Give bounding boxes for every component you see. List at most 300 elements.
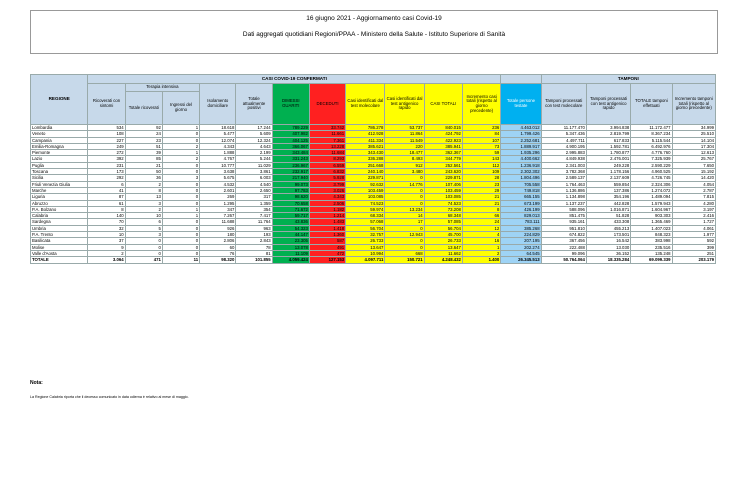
cell-case-increase: 59	[462, 150, 500, 156]
cell-hospitalized: 61	[88, 200, 125, 206]
cell-antigen-tests: 36.152	[586, 250, 630, 256]
cell-case-increase: 1	[462, 244, 500, 250]
cell-antigen-cases: 0	[385, 244, 424, 250]
cell-test-increase: 203.179	[672, 257, 715, 263]
cell-test-increase: 14.420	[672, 175, 715, 181]
cell-home-isolation: 180	[200, 232, 236, 238]
cell-people-tested: 749.818	[501, 187, 541, 193]
cell-antigen-cases: 8.493	[385, 156, 424, 162]
cell-antigen-cases: 14	[385, 213, 424, 219]
cell-case-increase: 12	[462, 225, 500, 231]
cell-molecular-cases: 32.757	[346, 232, 385, 238]
cell-icu-new: 0	[162, 169, 199, 175]
cell-recovered: 11.109	[272, 250, 309, 256]
cell-case-increase: 16	[462, 238, 500, 244]
cell-home-isolation: 76	[200, 250, 236, 256]
col-icu-new: Ingressi del giorno	[162, 92, 199, 125]
cell-molecular-tests: 2.341.003	[541, 162, 586, 168]
cell-total-tests: 1.274.072	[631, 187, 672, 193]
cell-test-increase: 4.280	[672, 200, 715, 206]
cell-antigen-tests: 18.335.284	[586, 257, 630, 263]
cell-total-tests: 69.099.339	[631, 257, 672, 263]
cell-antigen-cases: 13.234	[385, 206, 424, 212]
cell-case-increase: 29	[462, 187, 500, 193]
cell-antigen-tests: 3.994.838	[586, 125, 630, 131]
cell-icu-total: 8	[125, 187, 162, 193]
cell-test-increase: 25.510	[672, 131, 715, 137]
cell-hospitalized: 534	[88, 125, 125, 131]
cell-total-cases: 252.561	[424, 162, 462, 168]
cell-test-increase: 2.787	[672, 187, 715, 193]
cell-icu-total: 51	[125, 143, 162, 149]
cell-home-isolation: 11.688	[200, 219, 236, 225]
cell-total-tests: 1.489.094	[631, 194, 672, 200]
cell-icu-total: 0	[125, 250, 162, 256]
cell-region: Emilia-Romagna	[31, 143, 88, 149]
col-recovered: DIMESSI GUARITI	[272, 84, 309, 125]
cell-icu-total: 21	[125, 162, 162, 168]
cell-total-tests: 7.325.939	[631, 156, 672, 162]
cell-antigen-cases: 0	[385, 225, 424, 231]
cell-test-increase: 4.061	[672, 225, 715, 231]
cell-molecular-tests: 1.764.463	[541, 181, 586, 187]
cell-total-cases: 422.923	[424, 137, 462, 143]
cell-icu-new: 2	[162, 156, 199, 162]
cell-antigen-cases: 150.721	[385, 257, 424, 263]
cell-molecular-tests: 99.096	[541, 250, 586, 256]
cell-antigen-cases: 12.943	[385, 232, 424, 238]
cell-deceased: 472	[309, 250, 345, 256]
cell-molecular-cases: 240.140	[346, 169, 385, 175]
cell-case-increase: 66	[462, 213, 500, 219]
cell-hospitalized: 249	[88, 143, 125, 149]
cell-current-positive: 11.029	[236, 162, 272, 168]
cell-test-increase: 592	[672, 238, 715, 244]
cell-icu-new: 2	[162, 143, 199, 149]
cell-total-cases: 57.085	[424, 219, 462, 225]
cell-current-positive: 11.764	[236, 219, 272, 225]
cell-case-increase: 24	[462, 219, 500, 225]
cell-antigen-cases: 0	[385, 194, 424, 200]
col-home-isolation: Isolamento domiciliare	[200, 84, 236, 125]
cell-antigen-cases: 668	[385, 250, 424, 256]
cell-current-positive: 12.324	[236, 137, 272, 143]
cell-region: Lombardia	[31, 125, 88, 131]
cell-molecular-cases: 412.928	[346, 131, 385, 137]
cell-hospitalized: 227	[88, 137, 125, 143]
cell-deceased: 8.293	[309, 156, 345, 162]
cell-hospitalized: 10	[88, 232, 125, 238]
cell-icu-total: 39	[125, 150, 162, 156]
cell-molecular-tests: 1.136.886	[541, 187, 586, 193]
cell-test-increase: 17.304	[672, 143, 715, 149]
cell-antigen-cases: 0	[385, 187, 424, 193]
cell-antigen-tests: 13.030	[586, 244, 630, 250]
cell-recovered: 70.658	[272, 200, 309, 206]
cell-icu-new: 11	[162, 257, 199, 263]
cell-home-isolation: 3.638	[200, 169, 236, 175]
cell-home-isolation: 18.618	[200, 125, 236, 131]
report-header	[30, 10, 718, 54]
cell-test-increase: 2.416	[672, 213, 715, 219]
cell-icu-total: 24	[125, 131, 162, 137]
cell-antigen-cases: 11.549	[385, 137, 424, 143]
cell-icu-total: 471	[125, 257, 162, 263]
cell-deceased: 3.026	[309, 187, 345, 193]
cell-region: Valle d'Aosta	[31, 250, 88, 256]
cell-antigen-tests: 1.016.871	[586, 206, 630, 212]
cell-recovered: 13.078	[272, 244, 309, 250]
cell-total-cases: 13.647	[424, 244, 462, 250]
cell-people-tested: 224.829	[501, 232, 541, 238]
cell-deceased: 587	[309, 238, 345, 244]
cell-people-tested: 1.889.917	[501, 143, 541, 149]
cell-people-tested: 2.302.302	[501, 169, 541, 175]
cell-people-tested: 665.155	[501, 194, 541, 200]
cell-molecular-tests: 5.347.436	[541, 131, 586, 137]
cell-deceased: 6.832	[309, 169, 345, 175]
cell-deceased: 1.182	[309, 206, 345, 212]
cell-region: Umbria	[31, 225, 88, 231]
cell-deceased: 1.360	[309, 232, 345, 238]
cell-current-positive: 3.861	[236, 169, 272, 175]
cell-people-tested: 783.111	[501, 219, 541, 225]
col-icu-total: Totale ricoverati	[125, 92, 162, 125]
cell-icu-new: 1	[162, 206, 199, 212]
cell-test-increase: 3.197	[672, 206, 715, 212]
cell-molecular-tests: 2.995.883	[541, 150, 586, 156]
cell-molecular-tests: 951.810	[541, 225, 586, 231]
cell-recovered: 331.243	[272, 156, 309, 162]
cell-recovered: 71.672	[272, 206, 309, 212]
cell-recovered: 232.917	[272, 169, 309, 175]
cell-current-positive: 7.417	[236, 213, 272, 219]
cell-total-cases: 344.779	[424, 156, 462, 162]
cell-recovered: 236.967	[272, 162, 309, 168]
cell-deceased: 127.153	[309, 257, 345, 263]
cell-deceased: 491	[309, 244, 345, 250]
cell-antigen-tests: 249.228	[586, 162, 630, 168]
cell-molecular-tests: 1.137.237	[541, 200, 586, 206]
cell-people-tested: 202.274	[501, 244, 541, 250]
cell-total-cases: 68.348	[424, 213, 462, 219]
cell-molecular-cases: 103.459	[346, 187, 385, 193]
cell-home-isolation: 5.477	[200, 131, 236, 137]
cell-test-increase: 4.054	[672, 181, 715, 187]
cell-total-tests: 1.604.967	[631, 206, 672, 212]
col-total-cases: CASI TOTALI	[424, 84, 462, 125]
cell-total-tests: 4.960.525	[631, 169, 672, 175]
cell-icu-total: 13	[125, 194, 162, 200]
cell-case-increase: 4	[462, 232, 500, 238]
cell-total-tests: 903.303	[631, 213, 672, 219]
col-molecular-cases: Casi identificati dal test molecolare	[346, 84, 385, 125]
cell-molecular-tests: 588.096	[541, 206, 586, 212]
cell-icu-total: 2	[125, 181, 162, 187]
cell-total-cases: 385.941	[424, 143, 462, 149]
cell-total-cases: 107.406	[424, 181, 462, 187]
cell-case-increase: 21	[462, 194, 500, 200]
cell-molecular-cases: 336.288	[346, 156, 385, 162]
cell-icu-new: 0	[162, 162, 199, 168]
cell-region: Friuli Venezia Giulia	[31, 181, 88, 187]
col-people-tested: Totale persone testate	[501, 84, 541, 125]
cell-region: Abruzzo	[31, 200, 88, 206]
cell-hospitalized: 2	[88, 250, 125, 256]
cell-case-increase: 112	[462, 162, 500, 168]
cell-total-tests: 135.248	[631, 250, 672, 256]
cell-total-tests: 4.726.745	[631, 175, 672, 181]
cell-home-isolation: 1.888	[200, 150, 236, 156]
cell-hospitalized: 3.064	[88, 257, 125, 263]
cell-people-tested: 64.545	[501, 250, 541, 256]
cell-current-positive: 317	[236, 194, 272, 200]
cell-icu-new: 0	[162, 225, 199, 231]
cell-antigen-tests: 433.308	[586, 219, 630, 225]
cell-recovered: 23.305	[272, 238, 309, 244]
cell-home-isolation: 926	[200, 225, 236, 231]
cell-current-positive: 2.199	[236, 150, 272, 156]
cell-icu-new: 1	[162, 125, 199, 131]
cell-total-tests: 5.115.544	[631, 137, 672, 143]
cell-molecular-tests: 674.822	[541, 232, 586, 238]
cell-antigen-cases: 17	[385, 219, 424, 225]
cell-total-cases: 840.015	[424, 125, 462, 131]
cell-molecular-cases: 10.994	[346, 250, 385, 256]
cell-molecular-cases: 103.085	[346, 194, 385, 200]
cell-current-positive: 101.855	[236, 257, 272, 263]
cell-molecular-tests: 935.161	[541, 219, 586, 225]
cell-antigen-tests: 2.819.799	[586, 131, 630, 137]
cell-molecular-tests: 851.475	[541, 213, 586, 219]
cell-current-positive: 17.244	[236, 125, 272, 131]
cell-total-tests: 383.998	[631, 238, 672, 244]
cell-current-positive: 193	[236, 232, 272, 238]
cell-molecular-cases: 92.632	[346, 181, 385, 187]
cell-icu-new: 1	[162, 150, 199, 156]
cell-test-increase: 14.104	[672, 137, 715, 143]
cell-icu-new: 0	[162, 181, 199, 187]
report-subtitle: Dati aggregati quotidiani Regioni/PPAA - Ministero della Salute - Istituto Superiore di Sanità	[242, 31, 506, 38]
cell-current-positive: 78	[236, 244, 272, 250]
col-region: REGIONE	[31, 75, 88, 125]
cell-region: Calabria	[31, 213, 88, 219]
cell-current-positive: 81	[236, 250, 272, 256]
col-case-increase: Incremento casi totali (rispetto al giorno precedente)	[462, 84, 500, 125]
cell-molecular-tests: 50.764.064	[541, 257, 586, 263]
cell-total-tests: 11.172.477	[631, 125, 672, 131]
cell-region: Sardegna	[31, 219, 88, 225]
cell-home-isolation: 347	[200, 206, 236, 212]
cell-icu-total: 10	[125, 213, 162, 219]
cell-molecular-cases: 229.871	[346, 175, 385, 181]
cell-case-increase: 109	[462, 169, 500, 175]
cell-deceased: 3.799	[309, 181, 345, 187]
cell-recovered: 4.059.424	[272, 257, 309, 263]
cell-molecular-cases: 56.704	[346, 225, 385, 231]
cell-antigen-tests: 1.178.156	[586, 169, 630, 175]
cell-antigen-tests: 2.137.609	[586, 175, 630, 181]
cell-recovered: 98.620	[272, 194, 309, 200]
cell-people-tested: 1.799.426	[501, 131, 541, 137]
footnote: La Regione Calabria riporta che il decesso comunicato in data odierna è relativo al mese di maggio.	[30, 395, 189, 399]
col-test-increase: Incremento tamponi totali (rispetto al giorno precedente)	[672, 84, 715, 125]
cell-total-cases: 56.704	[424, 225, 462, 231]
cell-icu-new: 0	[162, 200, 199, 206]
cell-total-tests: 1.579.943	[631, 200, 672, 206]
cell-molecular-tests: 4.497.711	[541, 137, 586, 143]
cell-total-cases: 45.700	[424, 232, 462, 238]
cell-molecular-cases: 68.334	[346, 213, 385, 219]
cell-icu-new: 3	[162, 175, 199, 181]
cell-home-isolation: 4.767	[200, 156, 236, 162]
cell-hospitalized: 41	[88, 187, 125, 193]
cell-recovered: 407.982	[272, 131, 309, 137]
cell-deceased: 1.214	[309, 213, 345, 219]
cell-icu-new: 0	[162, 250, 199, 256]
cell-recovered: 343.484	[272, 150, 309, 156]
cell-hospitalized: 32	[88, 225, 125, 231]
cell-case-increase: 21	[462, 200, 500, 206]
cell-people-tested: 385.268	[501, 225, 541, 231]
cell-icu-new: 0	[162, 187, 199, 193]
cell-icu-new: 0	[162, 232, 199, 238]
col-total-tests: TOTALE tamponi effettuati	[631, 84, 672, 125]
cell-hospitalized: 272	[88, 150, 125, 156]
cell-antigen-cases: 0	[385, 200, 424, 206]
cell-molecular-cases: 411.334	[346, 137, 385, 143]
cell-deceased: 6.559	[309, 162, 345, 168]
cell-icu-total: 0	[125, 238, 162, 244]
cell-home-isolation: 98.320	[200, 257, 236, 263]
cell-molecular-tests: 1.134.898	[541, 194, 586, 200]
cell-region: P.A. Trento	[31, 232, 88, 238]
cell-current-positive: 2.843	[236, 238, 272, 244]
cell-molecular-cases: 13.647	[346, 244, 385, 250]
cell-molecular-cases: 343.430	[346, 150, 385, 156]
cell-hospitalized: 6	[88, 181, 125, 187]
cell-icu-total: 0	[125, 244, 162, 250]
cell-recovered: 54.323	[272, 225, 309, 231]
cell-test-increase: 15.192	[672, 169, 715, 175]
cell-total-tests: 2.590.229	[631, 162, 672, 168]
cell-deceased: 7.361	[309, 137, 345, 143]
cell-antigen-cases: 220	[385, 143, 424, 149]
cell-deceased: 1.418	[309, 225, 345, 231]
cell-total-cases: 103.085	[424, 194, 462, 200]
cell-people-tested: 1.935.296	[501, 150, 541, 156]
cell-region: Piemonte	[31, 150, 88, 156]
cell-test-increase: 34.999	[672, 125, 715, 131]
cell-icu-new: 0	[162, 244, 199, 250]
cell-hospitalized: 231	[88, 162, 125, 168]
cell-recovered: 44.147	[272, 232, 309, 238]
cell-hospitalized: 292	[88, 175, 125, 181]
col-current-positive: Totale attualmente positivi	[236, 84, 272, 125]
cell-icu-new: 0	[162, 131, 199, 137]
cell-total-cases: 424.792	[424, 131, 462, 137]
cell-total-cases: 229.871	[424, 175, 462, 181]
cell-home-isolation: 2.601	[200, 187, 236, 193]
cell-region: TOTALE	[31, 257, 88, 263]
cell-molecular-tests: 367.456	[541, 238, 586, 244]
cell-hospitalized: 173	[88, 169, 125, 175]
col-antigen-cases: Casi identificati dal test antigenico rapido	[385, 84, 424, 125]
cell-antigen-cases: 0	[385, 238, 424, 244]
cell-current-positive: 5.609	[236, 131, 272, 137]
cell-case-increase: 8	[462, 206, 500, 212]
cell-antigen-tests: 442.828	[586, 200, 630, 206]
cell-antigen-cases: 11.864	[385, 131, 424, 137]
cell-people-tested: 829.013	[501, 213, 541, 219]
cell-deceased: 11.684	[309, 150, 345, 156]
cell-people-tested: 26.345.513	[501, 257, 541, 263]
cell-hospitalized: 8	[88, 206, 125, 212]
cell-current-positive: 4.643	[236, 143, 272, 149]
cell-region: Molise	[31, 244, 88, 250]
cell-people-tested: 1.804.496	[501, 175, 541, 181]
cell-molecular-cases: 251.668	[346, 162, 385, 168]
cell-icu-total: 2	[125, 206, 162, 212]
cell-total-tests: 2.324.306	[631, 181, 672, 187]
cell-icu-total: 6	[125, 219, 162, 225]
cell-molecular-cases: 59.974	[346, 206, 385, 212]
cell-molecular-tests: 2.589.137	[541, 175, 586, 181]
cell-test-increase: 7.815	[672, 194, 715, 200]
cell-deceased: 4.343	[309, 194, 345, 200]
cell-hospitalized: 108	[88, 131, 125, 137]
cell-molecular-cases: 26.733	[346, 238, 385, 244]
cell-molecular-tests: 4.849.938	[541, 156, 586, 162]
col-antigen-tests: Tamponi processati con test antigenico rapido	[586, 84, 630, 125]
cell-icu-new: 0	[162, 137, 199, 143]
cell-test-increase: 12.613	[672, 150, 715, 156]
cell-antigen-cases: 53.737	[385, 125, 424, 131]
cell-current-positive: 1.359	[236, 200, 272, 206]
cell-current-positive: 354	[236, 206, 272, 212]
cell-people-tested: 705.558	[501, 181, 541, 187]
cell-test-increase: 7.650	[672, 162, 715, 168]
cell-antigen-cases: 14.776	[385, 181, 424, 187]
cell-total-tests: 1.365.469	[631, 219, 672, 225]
cell-current-positive: 4.540	[236, 181, 272, 187]
cell-region: Puglia	[31, 162, 88, 168]
cell-total-cases: 103.459	[424, 187, 462, 193]
cell-recovered: 217.940	[272, 175, 309, 181]
cell-hospitalized: 140	[88, 213, 125, 219]
cell-current-positive: 5.244	[236, 156, 272, 162]
cell-people-tested: 673.199	[501, 200, 541, 206]
cell-antigen-tests: 173.501	[586, 232, 630, 238]
cell-total-cases: 4.248.432	[424, 257, 462, 263]
cell-region: Lazio	[31, 156, 88, 162]
cell-total-cases: 243.620	[424, 169, 462, 175]
cell-molecular-tests: 11.177.470	[541, 125, 586, 131]
cell-case-increase: 73	[462, 143, 500, 149]
cell-antigen-tests: 455.213	[586, 225, 630, 231]
cell-case-increase: 2	[462, 250, 500, 256]
cell-region: Sicilia	[31, 175, 88, 181]
cell-molecular-cases: 57.068	[346, 219, 385, 225]
cell-test-increase: 25.767	[672, 156, 715, 162]
col-molecular-tests: Tamponi processati con test molecolare	[541, 84, 586, 125]
cell-people-tested: 4.400.662	[501, 156, 541, 162]
cell-test-increase: 251	[672, 250, 715, 256]
cell-antigen-cases: 3.480	[385, 169, 424, 175]
cell-molecular-cases: 74.523	[346, 200, 385, 206]
cell-antigen-tests: 51.828	[586, 213, 630, 219]
group-confirmed-cases: CASI COVID-19 CONFERMATI	[88, 75, 501, 84]
